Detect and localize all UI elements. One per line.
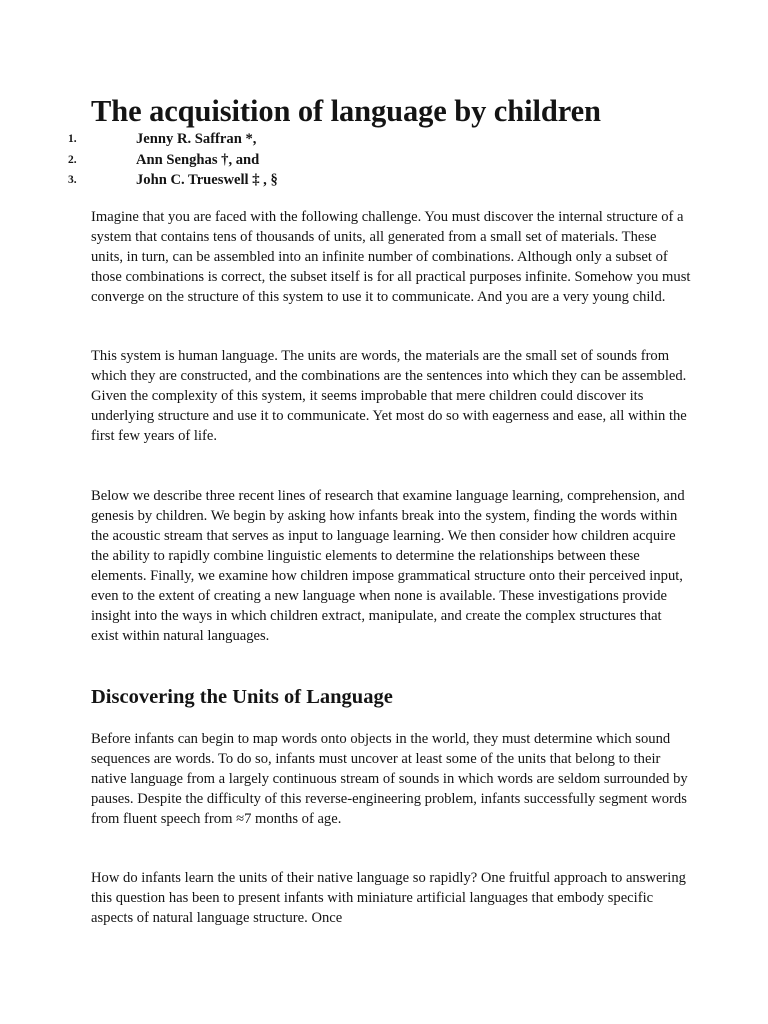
section-paragraph-1: Before infants can begin to map words onto objects in the world, they must determine which sound sequences are words. To do so, infants must uncover at least some of the units that belong to their native language from a largely continuous stream of sounds in which words are seldom surrounded by pauses. Despite the difficulty of this reverse-engineering problem, infants successfully segment words from fluent speech from ≈7 months of age.: [91, 731, 688, 827]
intro-paragraph-3: Below we describe three recent lines of research that examine language learning, comprehension, and genesis by children. We begin by asking how infants break into the system, finding the words within the acoustic stream that serves as input to language learning. We then consider how children acquire the ability to rapidly combine linguistic elements to determine the relationships between these elements. Finally, we examine how children impose grammatical structure onto their perceived input, even to the extent of creating a new language when none is available. These investigations provide insight into the ways in which children extract, manipulate, and create the complex structures that exist within natural languages.: [91, 488, 685, 644]
author-name: Ann Senghas †, and: [136, 151, 260, 168]
section-heading: Discovering the Units of Language: [91, 686, 393, 708]
author-item: [0, 150, 768, 171]
author-number: 2.: [68, 153, 77, 166]
author-number: 1.: [68, 133, 77, 145]
author-item: [0, 129, 768, 150]
author-item: [0, 170, 768, 191]
document-title: The acquisition of language by children: [91, 94, 601, 128]
author-name: Jenny R. Saffran *,: [136, 131, 257, 147]
section-paragraph-2: How do infants learn the units of their native language so rapidly? One fruitful approach to answering this question has been to present infants with miniature artificial languages that embody specific aspects of natural language structure. Once: [91, 870, 686, 926]
intro-paragraph-1: Imagine that you are faced with the following challenge. You must discover the internal structure of a system that contains tens of thousands of units, all generated from a small set of materials. These units, in turn, can be assembled into an infinite number of combinations. Although only a subset of those combinations is correct, the subset itself is for all practical purposes infinite. Somehow you must converge on the structure of this system to use it to communicate. And you are a very young child.: [91, 209, 691, 305]
intro-paragraph-2: This system is human language. The units are words, the materials are the small set of sounds from which they are constructed, and the combinations are the sentences into which they can be assembled. Given the complexity of this system, it seems improbable that mere children could discover its underlying structure and use it to communicate. Yet most do so with eagerness and ease, all within the first few years of life.: [91, 348, 687, 444]
author-list: [0, 129, 768, 191]
author-number: 3.: [68, 174, 77, 186]
author-name: John C. Trueswell ‡ , §: [136, 172, 278, 188]
